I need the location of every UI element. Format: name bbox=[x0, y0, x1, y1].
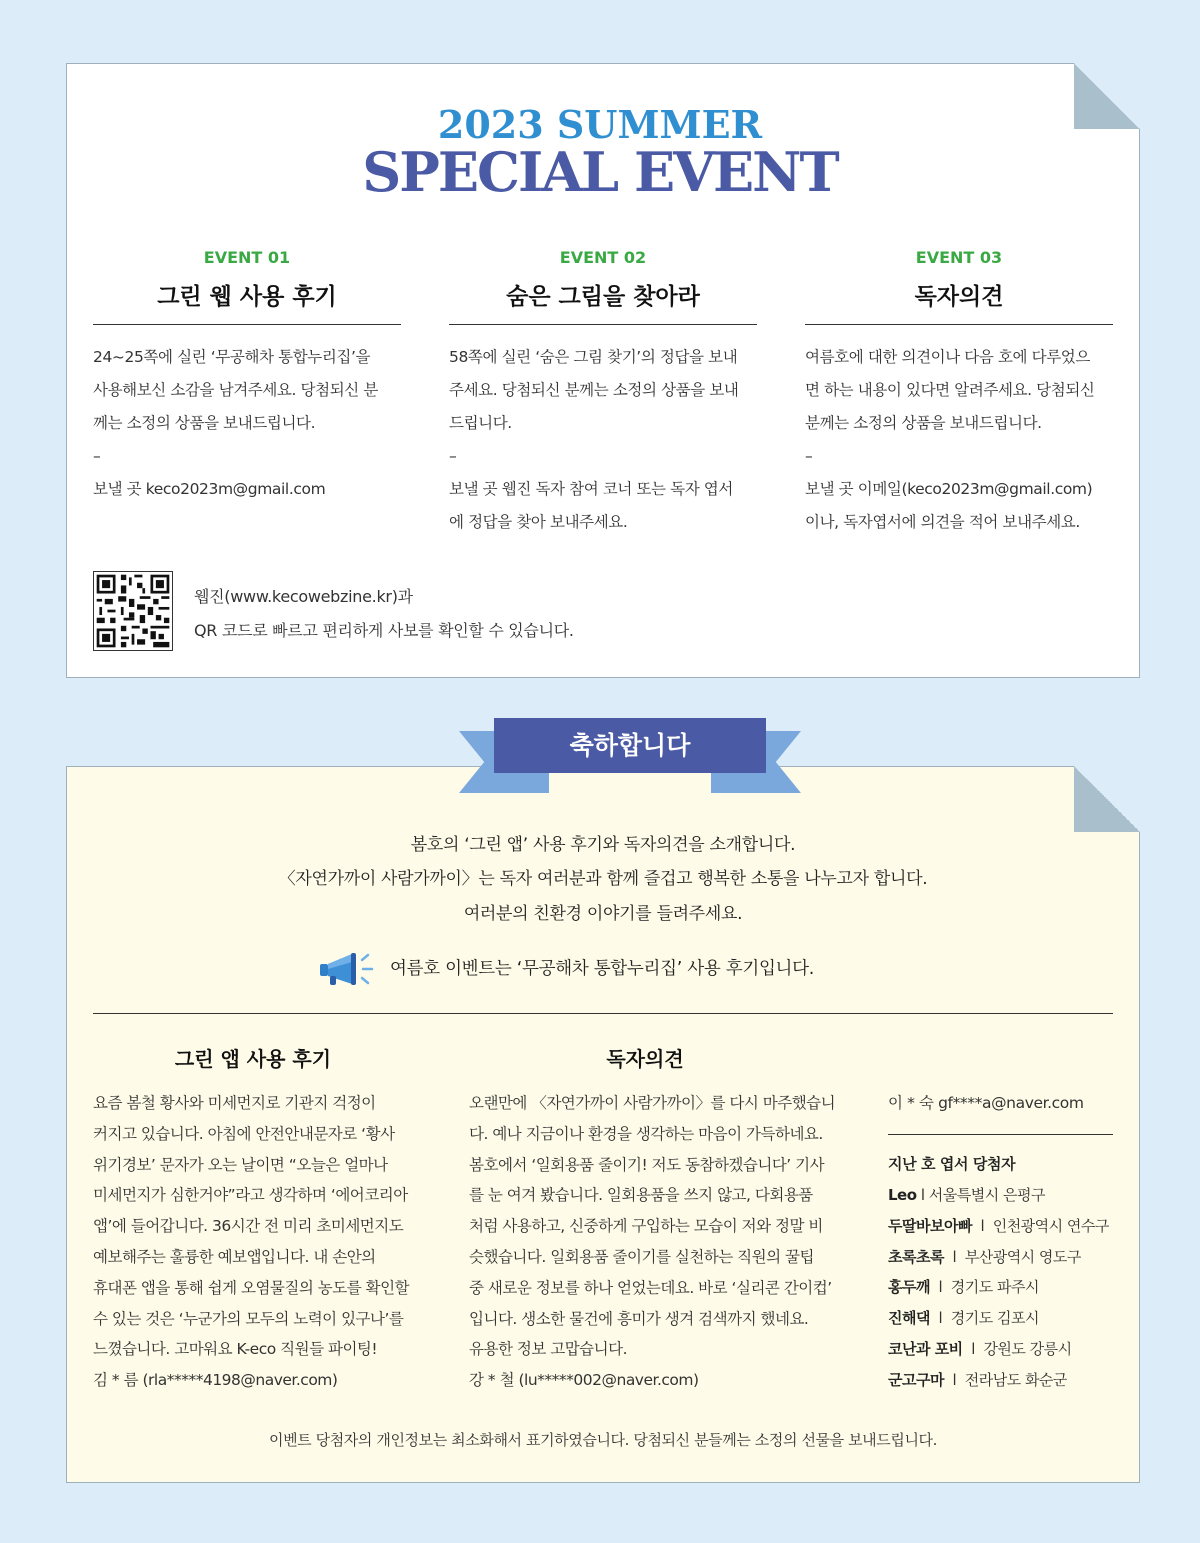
review-line: 앱’에 들어갑니다. 36시간 전 미리 초미세먼지도 bbox=[93, 1217, 404, 1236]
opinion-line: 봄호에서 ‘일회용품 줄이기! 저도 동참하겠습니다’ 기사 bbox=[469, 1155, 825, 1174]
event-body-line: 주세요. 당첨되신 분께는 소정의 상품을 보내 bbox=[449, 381, 739, 399]
winner-region: 경기도 김포시 bbox=[950, 1309, 1039, 1328]
congrats-ribbon: 축하합니다 bbox=[494, 718, 766, 773]
event-title: 독자의견 bbox=[914, 284, 1004, 310]
event-column-3 bbox=[805, 248, 1113, 539]
separator: l bbox=[962, 1339, 984, 1358]
winners-list bbox=[888, 1180, 1109, 1396]
event-tag: EVENT 01 bbox=[203, 248, 291, 267]
review-title: 그린 앱 사용 후기 bbox=[174, 1047, 332, 1071]
review-line: 수 있는 것은 ‘누군가의 모두의 노력이 있구나’를 bbox=[93, 1309, 404, 1328]
event-body-line: – bbox=[93, 447, 101, 465]
winners-title: 지난 호 엽서 당첨자 bbox=[888, 1155, 1016, 1173]
event-body-line: 드립니다. bbox=[449, 414, 512, 432]
winner-name: 홍두깨 bbox=[888, 1278, 930, 1297]
event-body bbox=[805, 341, 1113, 539]
qr-code-icon bbox=[94, 572, 172, 650]
opinion-title: 독자의견 bbox=[606, 1047, 684, 1071]
opinion-line: 오랜만에 〈자연가까이 사람가까이〉를 다시 마주했습니 bbox=[469, 1094, 836, 1112]
opinion-winner: 이 * 숙 gf****a@naver.com bbox=[888, 1094, 1084, 1112]
opinion-body bbox=[469, 1088, 836, 1396]
review-line: 휴대폰 앱을 통해 쉽게 오염물질의 농도를 확인할 bbox=[93, 1278, 410, 1297]
winner-region: 부산광역시 영도구 bbox=[964, 1247, 1081, 1266]
list-item bbox=[888, 1272, 1109, 1303]
winner-name: 초록초록 bbox=[888, 1247, 944, 1266]
event-body-line: 여름호에 대한 의견이나 다음 호에 다루었으 bbox=[805, 348, 1090, 366]
intro-line: 〈자연가까이 사람가까이〉는 독자 여러분과 함께 즐겁고 행복한 소통을 나누고자 합니다. bbox=[278, 869, 928, 889]
winner-name: 군고구마 bbox=[888, 1370, 944, 1389]
event-send-to: 보낼 곳 웹진 독자 참여 코너 또는 독자 엽서 bbox=[449, 480, 733, 498]
separator: l bbox=[943, 1370, 965, 1389]
separator: l bbox=[943, 1247, 965, 1266]
winner-region: 강원도 강릉시 bbox=[983, 1339, 1072, 1358]
event-body bbox=[93, 341, 401, 506]
opinion-line: 중 새로운 정보를 하나 얻었는데요. 바로 ‘실리콘 간이컵’ bbox=[469, 1278, 832, 1297]
opinion-author: 강 * 철 (lu*****002@naver.com) bbox=[469, 1371, 699, 1390]
qr-text-line: 웹진(www.kecowebzine.kr)과 bbox=[194, 587, 413, 606]
event-body-line: – bbox=[449, 447, 457, 465]
hero-year: 2023 SUMMER bbox=[437, 102, 763, 147]
list-item bbox=[888, 1242, 1109, 1273]
privacy-footnote: 이벤트 당첨자의 개인정보는 최소화해서 표기하였습니다. 당첨되신 분들께는 소정의 선물을 보내드립니다. bbox=[268, 1431, 937, 1449]
opinion-line: 처럼 사용하고, 신중하게 구입하는 모습이 저와 정말 비 bbox=[469, 1217, 823, 1236]
event-body-line: 사용해보신 소감을 남겨주세요. 당첨되신 분 bbox=[93, 381, 378, 399]
review-author: 김 * 름 (rla*****4198@naver.com) bbox=[93, 1371, 338, 1390]
winner-region: 전라남도 화순군 bbox=[964, 1370, 1067, 1389]
event-body-line: 58쪽에 실린 ‘숨은 그림 찾기’의 정답을 보내 bbox=[449, 348, 738, 366]
summer-event-notice: 여름호 이벤트는 ‘무공해차 통합누리집’ 사용 후기입니다. bbox=[390, 959, 815, 979]
event-title: 그린 웹 사용 후기 bbox=[157, 284, 337, 310]
hero-title: SPECIAL EVENT bbox=[362, 140, 838, 204]
event-title: 숨은 그림을 찾아라 bbox=[506, 284, 700, 310]
opinion-line: 유용한 정보 고맙습니다. bbox=[469, 1340, 628, 1359]
winner-region: 인천광역시 연수구 bbox=[992, 1216, 1109, 1235]
winner-region: 서울특별시 은평구 bbox=[928, 1186, 1045, 1204]
review-body bbox=[93, 1088, 415, 1396]
event-body-line: 분께는 소정의 상품을 보내드립니다. bbox=[805, 414, 1042, 432]
list-item bbox=[888, 1211, 1109, 1242]
opinion-line: 입니다. 생소한 물건에 흥미가 생겨 검색까지 했네요. bbox=[469, 1309, 809, 1328]
list-item bbox=[888, 1180, 1109, 1211]
event-send-to: 보낼 곳 이메일(keco2023m@gmail.com) bbox=[805, 480, 1093, 498]
divider bbox=[93, 324, 401, 325]
opinion-line: 슷했습니다. 일회용품 줄이기를 실천하는 직원의 꿀팁 bbox=[469, 1247, 814, 1266]
event-column-2 bbox=[449, 248, 757, 539]
event-body-line: 께는 소정의 상품을 보내드립니다. bbox=[93, 414, 316, 432]
review-line: 느꼈습니다. 고마워요 K-eco 직원들 파이팅! bbox=[93, 1340, 378, 1359]
page-fold-corner bbox=[1074, 766, 1140, 832]
qr-text-line: QR 코드로 빠르고 편리하게 사보를 확인할 수 있습니다. bbox=[194, 621, 574, 640]
event-body-line: 이나, 독자엽서에 의견을 적어 보내주세요. bbox=[805, 513, 1080, 531]
intro-line: 여러분의 친환경 이야기를 들려주세요. bbox=[463, 904, 743, 924]
event-body bbox=[449, 341, 757, 539]
review-line: 위기경보’ 문자가 오는 날이면 “오늘은 얼마나 bbox=[93, 1155, 388, 1174]
winner-name: 진해댁 bbox=[888, 1309, 930, 1328]
separator: l bbox=[929, 1278, 951, 1297]
event-body-line: – bbox=[805, 447, 813, 465]
opinion-line: 를 눈 여겨 봤습니다. 일회용품을 쓰지 않고, 다회용품 bbox=[469, 1186, 813, 1205]
event-body-line: 에 정답을 찾아 보내주세요. bbox=[449, 513, 628, 531]
review-line: 커지고 있습니다. 아침에 안전안내문자로 ‘황사 bbox=[93, 1124, 395, 1143]
separator: l bbox=[916, 1186, 929, 1204]
megaphone-icon bbox=[318, 952, 376, 986]
event-tag: EVENT 03 bbox=[915, 248, 1003, 267]
winner-name: 두딸바보아빠 bbox=[888, 1216, 972, 1235]
event-column-1 bbox=[93, 248, 401, 506]
separator: l bbox=[971, 1216, 993, 1235]
opinion-line: 다. 예나 지금이나 환경을 생각하는 마음이 가득하네요. bbox=[469, 1124, 823, 1143]
divider bbox=[888, 1134, 1113, 1135]
list-item bbox=[888, 1303, 1109, 1334]
event-body-line: 면 하는 내용이 있다면 알려주세요. 당첨되신 bbox=[805, 381, 1095, 399]
separator: l bbox=[929, 1309, 951, 1328]
winner-name: Leo bbox=[888, 1186, 917, 1204]
event-tag: EVENT 02 bbox=[559, 248, 647, 267]
winner-name: 코난과 포비 bbox=[888, 1339, 963, 1358]
review-line: 미세먼지가 심한거야”라고 생각하며 ‘에어코리아 bbox=[93, 1186, 408, 1205]
review-line: 예보해주는 훌륭한 예보앱입니다. 내 손안의 bbox=[93, 1247, 376, 1266]
qr-code[interactable] bbox=[93, 571, 173, 651]
review-line: 요즘 봄철 황사와 미세먼지로 기관지 걱정이 bbox=[93, 1094, 376, 1112]
winner-region: 경기도 파주시 bbox=[950, 1278, 1039, 1297]
intro-line: 봄호의 ‘그린 앱’ 사용 후기와 독자의견을 소개합니다. bbox=[410, 835, 796, 855]
event-send-to: 보낼 곳 keco2023m@gmail.com bbox=[93, 480, 326, 498]
event-body-line: 24~25쪽에 실린 ‘무공해차 통합누리집’을 bbox=[93, 348, 371, 366]
divider bbox=[449, 324, 757, 325]
divider bbox=[93, 1013, 1113, 1014]
divider bbox=[805, 324, 1113, 325]
qr-description bbox=[194, 580, 574, 648]
list-item bbox=[888, 1334, 1109, 1365]
list-item bbox=[888, 1365, 1109, 1396]
